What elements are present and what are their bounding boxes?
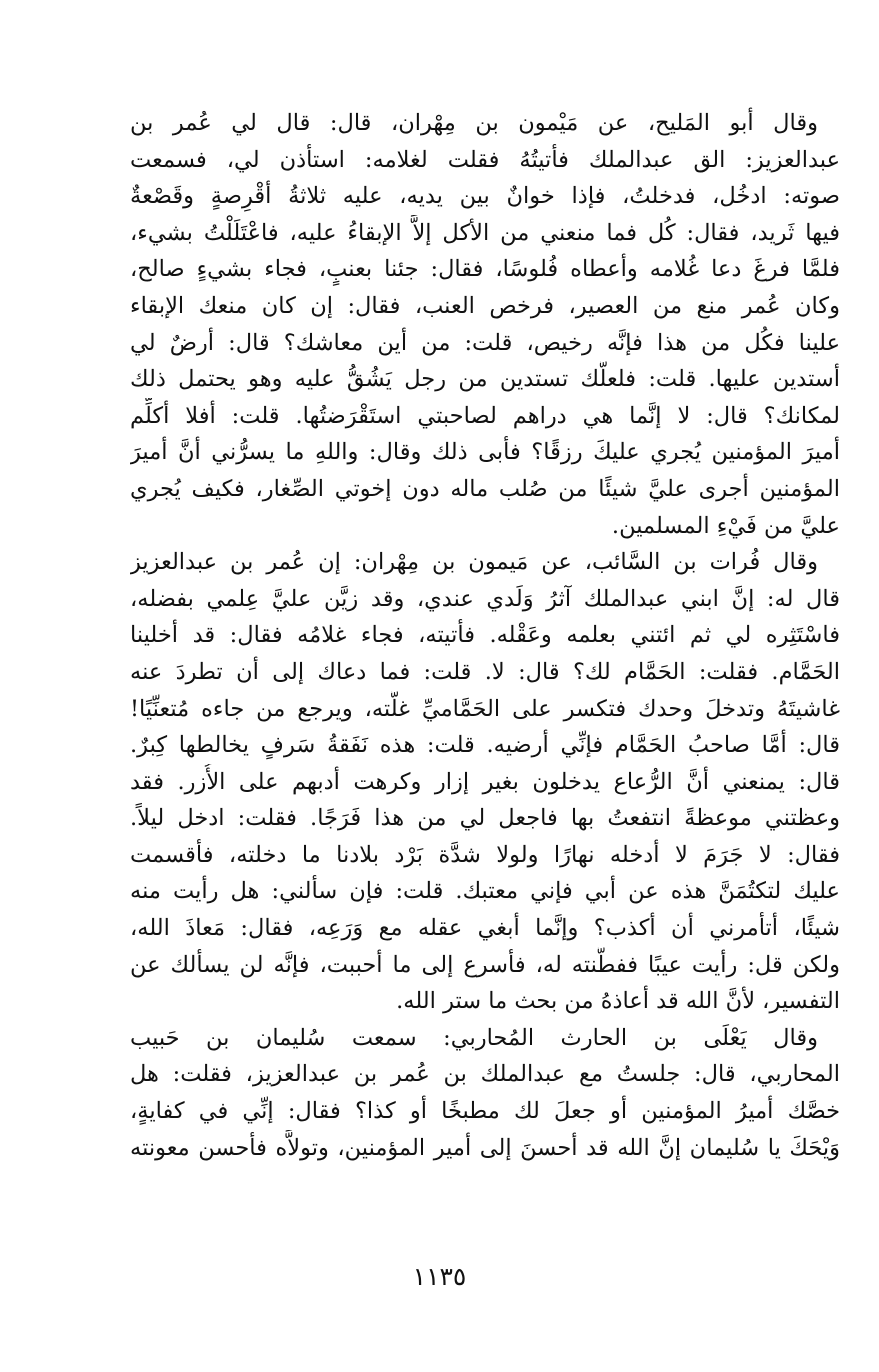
text-line: علينا فكُل من هذا فإنَّه رخيص، قلت: من أين معاشك؟ قال: أرضٌ لي	[130, 329, 840, 356]
text-line: عليك لتكتُمَنَّ هذه عن أبي فإني معتبك. قلت: فإن سألني: هل رأيت منه	[130, 878, 840, 905]
text-line: أستدين عليها. قلت: فلعلَّك تستدين من رجل يَشُقُّ عليه وهو يحتمل ذلك	[130, 366, 840, 393]
page-body	[130, 105, 840, 1166]
text-line: وقال أبو المَليح، عن مَيْمون بن مِهْران، قال: قال لي عُمر بن	[130, 110, 818, 136]
text-line: لمكانك؟ قال: لا إنَّما هي دراهم لصاحبتي استَقْرَضتُها. قلت: أفلا أكلِّم	[130, 402, 840, 429]
text-line: ولكن قل: رأيت عيبًا ففطَّنته له، فأسرع إلى ما أحببت، فإنَّه لن يسألك عن	[130, 951, 840, 978]
text-line: شيئًا، أتأمرني أن أكذب؟ وإنَّما أبغي عقله مع وَرَعِه، فقال: مَعاذَ الله،	[130, 915, 840, 942]
text-line: غاشيتَهُ وتدخلَ وحدك فتكسر على الحَمَّاميِّ غلَّته، ويرجع من جاءه مُتعنِّيًا!	[130, 695, 840, 722]
text-line: خصَّك أميرُ المؤمنين أو جعلَ لك مطبخًا أو كذا؟ فقال: إنِّي في كفايةٍ،	[130, 1098, 840, 1125]
text-line: وقال يَعْلَى بن الحارث المُحاربي: سمعت سُليمان بن حَبيب	[130, 1024, 818, 1051]
text-line: الحَمَّام. فقلت: الحَمَّام لك؟ قال: لا. قلت: فما دعاك إلى أن تطردَ عنه	[130, 658, 840, 685]
text-line: وَيْحَكَ يا سُليمان إنَّ الله قد أحسنَ إلى أمير المؤمنين، وتولاَّه فأحسن معونته	[130, 1134, 840, 1161]
text-line: قال له: إنَّ ابني عبدالملك آثرُ وَلَدي عندي، وقد زيَّن عليَّ عِلمي بفضله،	[130, 585, 840, 612]
main-text	[130, 105, 840, 1166]
paragraph-3	[130, 1020, 840, 1166]
text-line: وكان عُمر منع من العصير، فرخص العنب، فقال: إن كان منعك الإبقاء	[130, 292, 840, 319]
text-line: صوته: ادخُل، فدخلتُ، فإذا خوانٌ بين يديه، عليه ثلاثةُ أقْرِصةٍ وقَصْعةٌ	[130, 183, 840, 210]
text-line: فقال: لا جَرَمَ لا أدخله نهارًا ولولا شدَّة بَرْد بلادنا ما دخلته، فأقسمت	[130, 841, 840, 868]
paragraph-1	[130, 105, 840, 544]
text-line: أميرَ المؤمنين يُجري عليكَ رزقًا؟ فأبى ذلك وقال: واللهِ ما يسرُّني أنَّ أميرَ	[130, 439, 840, 466]
paragraph-2	[130, 544, 840, 1020]
text-line: عليَّ من فَيْءِ المسلمين.	[611, 512, 840, 539]
text-line: وقال فُرات بن السَّائب، عن مَيمون بن مِهْران: إن عُمر بن عبدالعزيز	[130, 549, 818, 576]
text-line: وعظتني موعظةً انتفعتُ بها فاجعل لي من هذا فَرَجًا. فقلت: ادخل ليلاً.	[130, 805, 840, 832]
text-line: فلمَّا فرغَ دعا غُلامه وأعطاه فُلوسًا، فقال: جئنا بعنبٍ، فجاء بشيءٍ صالح،	[130, 256, 840, 283]
page-number: ١١٣٥	[412, 1262, 467, 1291]
text-line: قال: أمَّا صاحبُ الحَمَّام فإنِّي أرضيه. قلت: هذه نَفَقةُ سَرفٍ يخالطها كِبرٌ.	[130, 732, 840, 759]
text-line: عبدالعزيز: الق عبدالملك فأتيتُهُ فقلت لغلامه: استأذن لي، فسمعت	[130, 146, 840, 173]
text-line: فاسْتَثِره لي ثم ائتني بعلمه وعَقْله. فأتيته، فجاء غلامُه فقال: قد أخلينا	[130, 622, 840, 649]
text-line: المؤمنين أجرى عليَّ شيئًا من صُلب ماله دون إخوتي الصِّغار، فكيف يُجري	[130, 475, 840, 502]
text-line: فيها ثَريد، فقال: كُل فما منعني من الأكل إلاَّ الإبقاءُ عليه، فاعْتَلَلْتُ بشيء،	[130, 219, 840, 246]
text-line: التفسير، لأنَّ الله قد أعاذهُ من بحث ما ستر الله.	[396, 988, 840, 1015]
text-line: المحاربي، قال: جلستُ مع عبدالملك بن عُمر بن عبدالعزيز، فقلت: هل	[130, 1061, 840, 1088]
text-line: قال: يمنعني أنَّ الرُّعاع يدخلون بغير إزار وكرهت أدبهم على الأُزر. فقد	[130, 768, 840, 795]
